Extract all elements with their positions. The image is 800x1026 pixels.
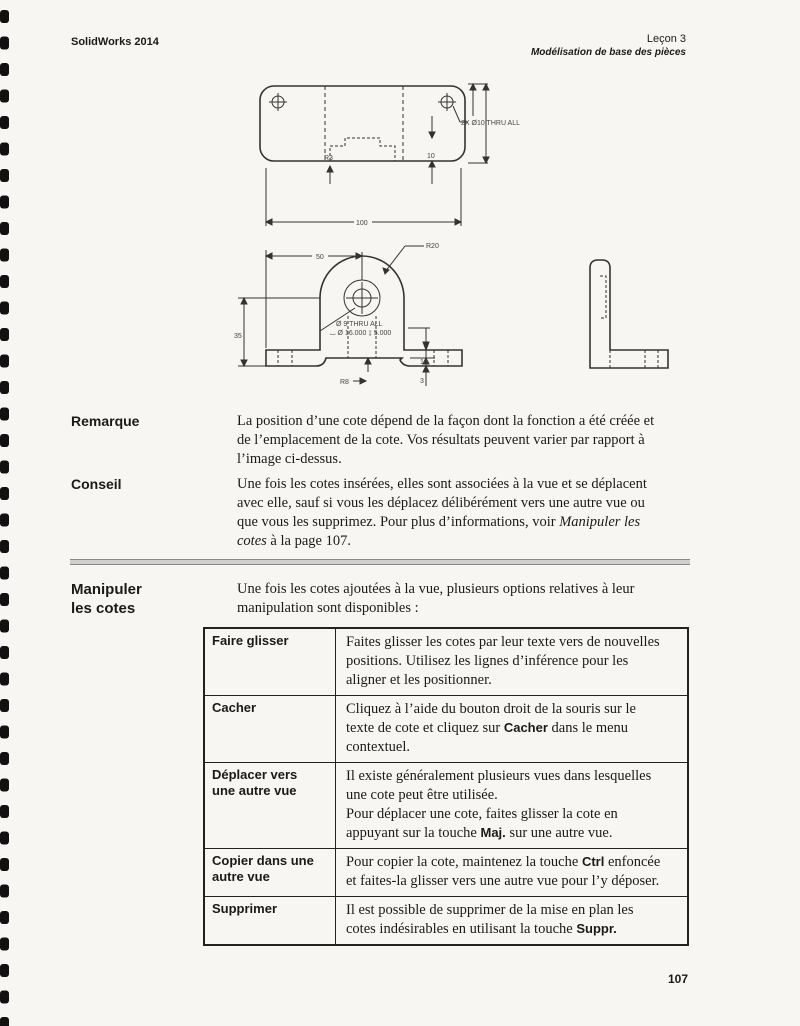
binding-ring <box>0 116 9 129</box>
lesson-subtitle: Modélisation de base des pièces <box>530 47 686 58</box>
binding-ring <box>0 196 9 209</box>
value-line <box>346 824 680 843</box>
binding-ring <box>0 646 9 659</box>
note-line: avec elle, sauf si vous les déplacez délibérément vers une autre vue ou <box>237 495 645 511</box>
value-text: dans le menu <box>551 720 629 736</box>
table-value <box>336 763 689 849</box>
binding-ring <box>0 938 9 951</box>
note-remarque <box>237 412 689 469</box>
binding-ring <box>0 249 9 262</box>
note-line <box>237 532 689 551</box>
binding-ring <box>0 593 9 606</box>
binding-ring <box>0 832 9 845</box>
dim-r8: R8 <box>340 379 349 386</box>
table-row <box>204 628 688 696</box>
key-name: Ctrl <box>581 854 605 869</box>
table-key: Supprimer <box>204 897 336 946</box>
dim-3: 3 <box>420 378 424 385</box>
hole-callout: 2X Ø10 THRU ALL <box>461 120 521 127</box>
table-key <box>204 849 336 897</box>
binding-ring <box>0 699 9 712</box>
section-title <box>71 580 142 618</box>
binding-ring <box>0 302 9 315</box>
value-line: contextuel. <box>346 739 411 755</box>
table-value <box>336 628 689 696</box>
lesson-header <box>531 32 686 60</box>
key-line: autre vue <box>212 869 270 884</box>
binding-ring <box>0 726 9 739</box>
value-line <box>346 719 680 738</box>
table-row <box>204 897 688 946</box>
table-row <box>204 696 688 763</box>
table-row <box>204 849 688 897</box>
binding-ring <box>0 514 9 527</box>
section-title-line: Manipuler <box>71 581 142 598</box>
dim-10-top: 10 <box>427 153 435 160</box>
value-text: sur une autre vue. <box>509 825 613 841</box>
binding-ring <box>0 63 9 76</box>
value-line: Faites glisser les cotes par leur texte vers de nouvelles <box>346 634 660 650</box>
value-text: cotes indésirables en utilisant la touche <box>346 921 573 937</box>
binding-ring <box>0 408 9 421</box>
table-key: Cacher <box>204 696 336 763</box>
binding-ring <box>0 222 9 235</box>
side-view <box>590 260 668 368</box>
binding-ring <box>0 885 9 898</box>
binding-ring <box>0 90 9 103</box>
key-name: Maj. <box>480 825 506 840</box>
command-name: Cacher <box>503 720 548 735</box>
note-text: à la page 107. <box>270 533 351 549</box>
page-number: 107 <box>667 972 688 986</box>
top-view <box>260 84 520 227</box>
table-key <box>204 763 336 849</box>
binding-ring <box>0 567 9 580</box>
note-line <box>237 513 689 532</box>
dim-100: 100 <box>356 220 368 227</box>
binding-ring <box>0 487 9 500</box>
binding-ring <box>0 805 9 818</box>
value-line: Il est possible de supprimer de la mise en plan les <box>346 902 634 918</box>
value-line: une cote peut être utilisée. <box>346 787 498 803</box>
hole-callout-front-2: ⌴ Ø 16.000 ↧ 5.000 <box>330 330 392 337</box>
intro-line: Une fois les cotes ajoutées à la vue, plusieurs options relatives à leur <box>237 581 635 597</box>
hole-callout-front-1: Ø 9 THRU ALL <box>336 321 383 328</box>
binding-ring <box>0 381 9 394</box>
section-intro <box>237 580 689 618</box>
binding-ring <box>0 964 9 977</box>
value-text: Pour copier la cote, maintenez la touche <box>346 854 579 870</box>
value-line: aligner et les positionner. <box>346 672 492 688</box>
binding-ring <box>0 328 9 341</box>
note-line: Une fois les cotes insérées, elles sont associées à la vue et se déplacent <box>237 476 647 492</box>
note-label-remarque: Remarque <box>71 413 140 429</box>
binding-ring <box>0 169 9 182</box>
book-title: SolidWorks 2014 <box>71 36 159 48</box>
value-line: Pour déplacer une cote, faites glisser la cote en <box>346 806 618 822</box>
table-row <box>204 763 688 849</box>
note-line: de l’emplacement de la cote. Vos résultats peuvent varier par rapport à <box>237 432 645 448</box>
binding-ring <box>0 143 9 156</box>
note-text: que vous les supprimez. Pour plus d’informations, voir <box>237 514 556 530</box>
dim-35: 35 <box>234 333 242 340</box>
value-line: Il existe généralement plusieurs vues dans lesquelles <box>346 768 652 784</box>
intro-line: manipulation sont disponibles : <box>237 600 419 616</box>
key-line: Copier dans une <box>212 853 314 868</box>
section-separator <box>70 559 690 565</box>
table-value <box>336 696 689 763</box>
binding-ring <box>0 1017 9 1026</box>
dim-r20: R20 <box>426 243 439 250</box>
binding-ring <box>0 275 9 288</box>
binding-ring <box>0 355 9 368</box>
dim-50: 50 <box>316 254 324 261</box>
spiral-binding <box>0 0 14 1026</box>
note-line: l’image ci-dessus. <box>237 451 342 467</box>
cross-reference-link[interactable]: Manipuler les <box>559 514 641 530</box>
key-name: Suppr. <box>576 921 617 936</box>
binding-ring <box>0 858 9 871</box>
table-value <box>336 897 689 946</box>
binding-ring <box>0 752 9 765</box>
technical-drawing <box>220 76 690 396</box>
binding-ring <box>0 461 9 474</box>
section-title-line: les cotes <box>71 600 136 617</box>
binding-ring <box>0 991 9 1004</box>
note-conseil <box>237 475 689 551</box>
binding-ring <box>0 540 9 553</box>
value-line: Cliquez à l’aide du bouton droit de la souris sur le <box>346 701 636 717</box>
value-line <box>346 920 680 939</box>
table-value <box>336 849 689 897</box>
binding-ring <box>0 37 9 50</box>
binding-ring <box>0 911 9 924</box>
binding-ring <box>0 673 9 686</box>
front-view <box>234 243 462 386</box>
binding-ring <box>0 434 9 447</box>
key-line: Déplacer vers <box>212 767 298 782</box>
binding-ring <box>0 10 9 23</box>
lesson-number: Leçon 3 <box>646 33 686 45</box>
value-line <box>346 853 680 872</box>
table-key: Faire glisser <box>204 628 336 696</box>
binding-ring <box>0 620 9 633</box>
note-label-conseil: Conseil <box>71 476 122 492</box>
value-text: appuyant sur la touche <box>346 825 477 841</box>
dim-10-front: 10 <box>420 359 428 366</box>
value-text: enfoncée <box>607 854 661 870</box>
value-line: et faites-la glisser vers une autre vue pour l’y déposer. <box>346 873 660 889</box>
note-line: La position d’une cote dépend de la façon dont la fonction a été créée et <box>237 413 655 429</box>
dim-r3: R3 <box>324 155 333 162</box>
value-text: texte de cote et cliquez sur <box>346 720 501 736</box>
cross-reference-link-cont[interactable]: cotes <box>237 533 267 549</box>
value-line: positions. Utilisez les lignes d’inférence pour les <box>346 653 629 669</box>
operations-table <box>203 627 689 946</box>
key-line: une autre vue <box>212 783 297 798</box>
binding-ring <box>0 779 9 792</box>
